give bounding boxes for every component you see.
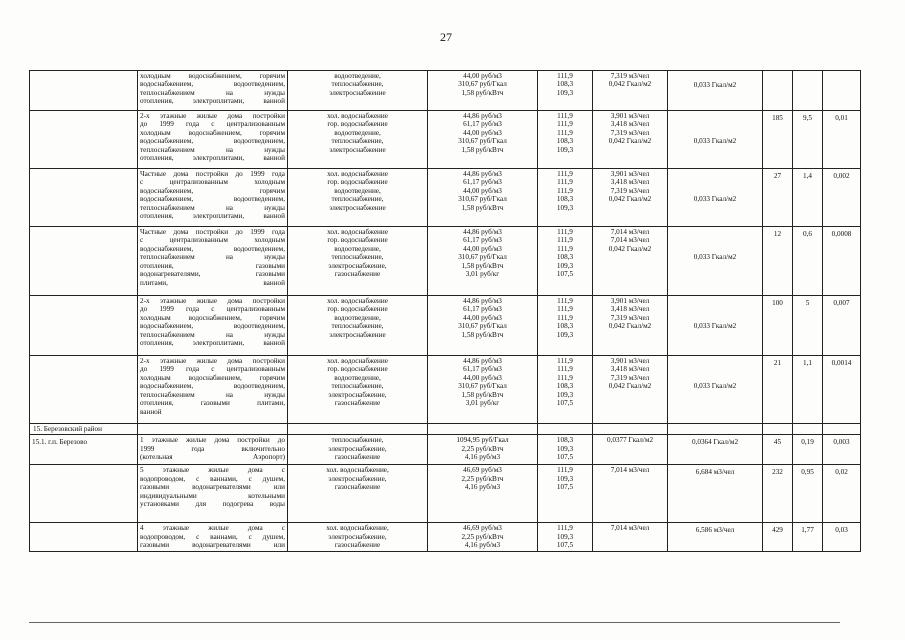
cell-line: отопления, электроплитами, ванной (140, 212, 285, 221)
cell-line: теплоснабжением на нужды (140, 330, 285, 339)
cell-col-2 (138, 465, 288, 523)
cell-line: 7,014 м3/чел (610, 236, 650, 245)
district-section (30, 424, 861, 435)
cell-line: электроснабжение, (328, 474, 387, 483)
cell-line: газоснабжение (334, 399, 381, 408)
cell-col-6 (593, 296, 668, 356)
cell-line: водоотведение, (334, 244, 381, 253)
cell-line: 4,16 руб/м3 (464, 453, 501, 462)
cell-line: гор. водоснабжение (327, 305, 388, 314)
cell-line: теплоснабжением на нужды (140, 88, 285, 97)
cell-line: 61,17 руб/м3 (463, 365, 502, 374)
cell-line: водоснабжением, водоотведением, (140, 137, 285, 146)
cell-col-9: 9,5 (793, 111, 823, 169)
cell-col-4 (428, 71, 538, 111)
district-name: 15. Березовский район (30, 424, 138, 435)
cell-line: водоотведение, (334, 186, 381, 195)
cell-line: индивидуальными котельными (140, 491, 285, 500)
cell-line: 44,86 руб/м3 (463, 170, 502, 178)
cell-line: 2,25 руб/кВтч (461, 444, 504, 453)
cell-line: 44,00 руб/м3 (463, 72, 502, 80)
cell-line: 108,3 (556, 382, 574, 391)
cell-line: 108,3 (556, 436, 574, 445)
cell-col-4 (428, 111, 538, 169)
cell-line: (котельная Аэропорт) (140, 453, 285, 462)
cell-col-2 (138, 435, 288, 465)
cell-line: электроснабжение, (328, 532, 387, 541)
cell-col-5 (538, 523, 593, 551)
cell-line: водоснабжением, водоотведением, (140, 244, 285, 253)
cell-col-8: 429 (763, 523, 793, 551)
cell-col-7: 6,684 м3/чел (668, 465, 763, 523)
cell-line: 44,86 руб/м3 (463, 297, 502, 305)
cell-line: 310,67 руб/Гкал (458, 80, 507, 89)
cell-line: 109,3 (556, 474, 574, 483)
cell-line: 44,00 руб/м3 (463, 313, 502, 322)
cell-line: 111,9 (557, 120, 573, 129)
cell-col-4 (428, 435, 538, 465)
cell-line: 3,418 м3/чел (610, 178, 650, 187)
cell-col-1 (30, 71, 138, 111)
cell-line: 0,0377 Гкал/м2 (606, 436, 654, 445)
cell-line: 7,014 м3/чел (610, 466, 650, 475)
cell-line: 111,9 (557, 373, 573, 382)
cell-line: 107,5 (556, 399, 574, 408)
cell-col-10: 0,0014 (823, 356, 861, 424)
cell-col-7: 0,033 Гкал/м2 (668, 356, 763, 424)
cell-line: 107,5 (556, 453, 574, 462)
cell-line: 7,319 м3/чел (610, 128, 650, 137)
cell-line: до 1999 года с централизованным (140, 305, 285, 314)
cell-col-2 (138, 523, 288, 551)
cell-col-3 (288, 523, 428, 551)
cell-line: 1,58 руб/кВтч (461, 261, 504, 270)
cell-col-4 (428, 465, 538, 523)
cell-line: хол. водоснабжение (327, 297, 388, 305)
cell-line: 44,00 руб/м3 (463, 244, 502, 253)
cell-line: 108,3 (556, 195, 574, 204)
table-row (30, 356, 861, 424)
table-row (30, 296, 861, 356)
cell-line: 108,3 (556, 322, 574, 331)
cell-col-8: 27 (763, 169, 793, 227)
cell-line: 111,9 (557, 305, 573, 314)
cell-col-8: 185 (763, 111, 793, 169)
cell-line: газоснабжение (334, 453, 381, 462)
cell-line: 111,9 (557, 112, 573, 120)
cell-line: 310,67 руб/Гкал (458, 253, 507, 262)
cell-line: 1,58 руб/кВтч (461, 145, 504, 154)
cell-line: водопроводом, с ваннами, с душем, (140, 474, 285, 483)
cell-col-7: 0,0364 Гкал/м2 (668, 435, 763, 465)
cell-col-2 (138, 356, 288, 424)
cell-line: 61,17 руб/м3 (463, 178, 502, 187)
cell-line: 310,67 руб/Гкал (458, 322, 507, 331)
cell-col-6 (593, 71, 668, 111)
cell-line: 46,69 руб/м3 (463, 466, 502, 475)
cell-line: 61,17 руб/м3 (463, 305, 502, 314)
cell-col-10 (823, 71, 861, 111)
cell-line: газоснабжение (334, 541, 381, 550)
cell-line: теплоснабжением на нужды (140, 390, 285, 399)
cell-col-8: 21 (763, 356, 793, 424)
cell-line: электроснабжение (329, 330, 386, 339)
cell-line: 2,25 руб/кВтч (461, 474, 504, 483)
cell-line: хол. водоснабжение, (326, 524, 389, 533)
cell-line: водоотведение, (334, 128, 381, 137)
table-row (30, 111, 861, 169)
cell-line: электроснабжение, (328, 390, 387, 399)
cell-line: с централизованным холодным (140, 236, 285, 245)
cell-line: 1 этажные жилые дома постройки до (140, 436, 285, 445)
cell-col-8 (763, 71, 793, 111)
cell-line: 109,3 (556, 88, 574, 97)
cell-line: теплоснабжением на нужды (140, 253, 285, 262)
cell-col-1 (30, 523, 138, 551)
cell-col-5 (538, 356, 593, 424)
cell-line: гор. водоснабжение (327, 236, 388, 245)
cell-line: 1999 года включительно (140, 444, 285, 453)
cell-col-6 (593, 465, 668, 523)
cell-col-10: 0,03 (823, 523, 861, 551)
cell-col-1 (30, 227, 138, 296)
cell-line: ванной (140, 407, 162, 416)
cell-line: водоотведение, (334, 313, 381, 322)
cell-line: холодным водоснабжением, горячим (140, 373, 285, 382)
cell-col-6 (593, 523, 668, 551)
cell-line: электроснабжение, (328, 261, 387, 270)
cell-col-9: 5 (793, 296, 823, 356)
cell-line: 1094,95 руб/Гкал (456, 436, 509, 445)
cell-col-7: 0,033 Гкал/м2 (668, 296, 763, 356)
cell-col-9: 0,19 (793, 435, 823, 465)
cell-line: до 1999 года с централизованным (140, 365, 285, 374)
cell-line: с централизованным холодным (140, 178, 285, 187)
cell-col-5 (538, 465, 593, 523)
cell-line: электроснабжение (329, 88, 386, 97)
cell-line: теплоснабжение, (331, 382, 384, 391)
cell-line: 3,901 м3/чел (610, 357, 650, 365)
cell-line: 7,014 м3/чел (610, 524, 650, 533)
cell-line: холодным водоснабжением, горячим (140, 313, 285, 322)
cell-col-8: 232 (763, 465, 793, 523)
cell-line: электроснабжение (329, 145, 386, 154)
cell-line: 2-х этажные жилые дома постройки (140, 297, 285, 305)
cell-line: газоснабжение (334, 270, 381, 279)
cell-col-2 (138, 111, 288, 169)
cell-col-1 (30, 111, 138, 169)
cell-col-1 (30, 296, 138, 356)
cell-col-5 (538, 227, 593, 296)
cell-line: 1,58 руб/кВтч (461, 390, 504, 399)
cell-line: хол. водоснабжение (327, 228, 388, 236)
cell-line: водоснабжением, водоотведением, (140, 322, 285, 331)
cell-col-7: 0,033 Гкал/м2 (668, 71, 763, 111)
cell-line: 46,69 руб/м3 (463, 524, 502, 533)
cell-line: 109,3 (556, 444, 574, 453)
cell-line: 44,00 руб/м3 (463, 373, 502, 382)
cell-col-5 (538, 71, 593, 111)
cell-line: плитами, ванной (140, 278, 285, 287)
cell-line: теплоснабжение, (331, 195, 384, 204)
tariff-table (29, 70, 861, 552)
cell-col-4 (428, 169, 538, 227)
cell-line: 5 этажные жилые дома с (140, 466, 285, 475)
cell-line: теплоснабжением на нужды (140, 203, 285, 212)
table-row (30, 169, 861, 227)
table-row (30, 227, 861, 296)
cell-line: холодным водоснабжением, горячим (140, 128, 285, 137)
cell-col-9: 0,6 (793, 227, 823, 296)
cell-col-6 (593, 435, 668, 465)
cell-col-7: 0,033 Гкал/м2 (668, 227, 763, 296)
cell-col-3 (288, 465, 428, 523)
table-row (30, 71, 861, 111)
cell-line: 4,16 руб/м3 (464, 483, 501, 492)
cell-line: теплоснабжением на нужды (140, 145, 285, 154)
cell-line: водоснабжением, горячим (140, 186, 285, 195)
cell-line: 0,042 Гкал/м2 (608, 137, 652, 146)
cell-line: установками для подогрева воды (140, 500, 285, 509)
cell-col-7: 0,033 Гкал/м2 (668, 111, 763, 169)
cell-col-1 (30, 356, 138, 424)
cell-line: отопления, электроплитами, ванной (140, 339, 285, 348)
cell-line: хол. водоснабжение, (326, 466, 389, 475)
cell-line: гор. водоснабжение (327, 120, 388, 129)
table-row (30, 435, 861, 465)
cell-line: 108,3 (556, 137, 574, 146)
cell-line: водоотведение, (334, 373, 381, 382)
cell-line: хол. водоснабжение (327, 112, 388, 120)
cell-line: 310,67 руб/Гкал (458, 382, 507, 391)
cell-col-8: 100 (763, 296, 793, 356)
cell-line: отопления, газовыми плитами, (140, 399, 285, 408)
cell-line: Частные дома постройки до 1999 года (140, 170, 285, 178)
cell-col-5 (538, 435, 593, 465)
cell-line: газовыми водонагревателями или (140, 541, 285, 550)
cell-line: 109,3 (556, 261, 574, 270)
cell-col-2 (138, 296, 288, 356)
cell-line: водоснабжением, водоотведением, (140, 80, 285, 89)
cell-col-3 (288, 296, 428, 356)
cell-col-3 (288, 356, 428, 424)
cell-line: 3,418 м3/чел (610, 305, 650, 314)
cell-line: 0,042 Гкал/м2 (608, 382, 652, 391)
cell-line: теплоснабжение, (331, 80, 384, 89)
cell-line: 111,9 (557, 72, 573, 80)
cell-line: 107,5 (556, 541, 574, 550)
cell-line: отопления, электроплитами, ванной (140, 97, 285, 106)
cell-col-7: 0,033 Гкал/м2 (668, 169, 763, 227)
cell-line: 107,5 (556, 270, 574, 279)
cell-col-9: 1,1 (793, 356, 823, 424)
cell-col-10: 0,002 (823, 169, 861, 227)
cell-line: электроснабжение (329, 203, 386, 212)
cell-col-5 (538, 169, 593, 227)
table-body-upper (30, 71, 861, 424)
cell-line: 7,319 м3/чел (610, 373, 650, 382)
cell-col-4 (428, 227, 538, 296)
cell-col-2 (138, 227, 288, 296)
cell-line: 3,901 м3/чел (610, 297, 650, 305)
cell-line: 7,319 м3/чел (610, 186, 650, 195)
cell-line: 111,9 (557, 365, 573, 374)
cell-line: 2-х этажные жилые дома постройки (140, 357, 285, 365)
cell-col-10: 0,01 (823, 111, 861, 169)
cell-line: 111,9 (557, 170, 573, 178)
cell-line: 3,901 м3/чел (610, 112, 650, 120)
cell-line: 7,319 м3/чел (610, 313, 650, 322)
cell-col-3 (288, 227, 428, 296)
cell-line: 0,042 Гкал/м2 (608, 322, 652, 331)
cell-line: теплоснабжение, (331, 253, 384, 262)
cell-col-9: 0,95 (793, 465, 823, 523)
cell-line: водоснабжением, водоотведением, (140, 195, 285, 204)
cell-col-2 (138, 71, 288, 111)
cell-line: 2,25 руб/кВтч (461, 532, 504, 541)
cell-line: 111,9 (557, 128, 573, 137)
cell-col-9: 1,77 (793, 523, 823, 551)
cell-line: 3,01 руб/кг (465, 270, 500, 279)
cell-line: 109,3 (556, 330, 574, 339)
cell-line: 1,58 руб/кВтч (461, 203, 504, 212)
cell-line: 310,67 руб/Гкал (458, 195, 507, 204)
cell-line: 107,5 (556, 483, 574, 492)
cell-line: 111,9 (557, 357, 573, 365)
cell-col-6 (593, 356, 668, 424)
cell-line: теплоснабжение, (331, 436, 384, 445)
cell-line: водонагревателями, газовыми (140, 270, 285, 279)
cell-line: 0,042 Гкал/м2 (608, 195, 652, 204)
cell-line: 111,9 (557, 244, 573, 253)
cell-line: до 1999 года с централизованным (140, 120, 285, 129)
cell-line: 0,042 Гкал/м2 (608, 244, 652, 253)
cell-line: газовыми водонагревателями или (140, 483, 285, 492)
cell-col-10: 0,007 (823, 296, 861, 356)
table-row (30, 465, 861, 523)
cell-line: 111,9 (557, 236, 573, 245)
cell-line: 111,9 (557, 524, 573, 533)
cell-line: 3,01 руб/кг (465, 399, 500, 408)
cell-line: 109,3 (556, 390, 574, 399)
cell-line: газоснабжение (334, 483, 381, 492)
cell-col-9 (793, 71, 823, 111)
cell-line: 109,3 (556, 532, 574, 541)
cell-col-5 (538, 296, 593, 356)
cell-line: 111,9 (557, 178, 573, 187)
cell-line: 2-х этажные жилые дома постройки (140, 112, 285, 120)
cell-col-3 (288, 169, 428, 227)
page-number: 27 (440, 30, 452, 44)
cell-col-9: 1,4 (793, 169, 823, 227)
cell-line: 61,17 руб/м3 (463, 120, 502, 129)
cell-line: гор. водоснабжение (327, 365, 388, 374)
cell-line: 3,418 м3/чел (610, 120, 650, 129)
cell-line: 109,3 (556, 203, 574, 212)
cell-line: отопления, электроплитами, ванной (140, 154, 285, 163)
cell-line: 3,418 м3/чел (610, 365, 650, 374)
cell-col-6 (593, 111, 668, 169)
cell-line: 111,9 (557, 313, 573, 322)
cell-col-1 (30, 169, 138, 227)
cell-col-2 (138, 169, 288, 227)
cell-line: 4 этажные жилые дома с (140, 524, 285, 533)
cell-line: 108,3 (556, 80, 574, 89)
cell-line: 111,9 (557, 186, 573, 195)
cell-col-3 (288, 71, 428, 111)
cell-col-10: 0,003 (823, 435, 861, 465)
cell-line: 3,901 м3/чел (610, 170, 650, 178)
cell-line: 111,9 (557, 466, 573, 475)
cell-line: 109,3 (556, 145, 574, 154)
cell-line: 44,00 руб/м3 (463, 128, 502, 137)
cell-line: 1,58 руб/кВтч (461, 88, 504, 97)
table-row (30, 523, 861, 551)
cell-line: водопроводом, с ваннами, с душем, (140, 532, 285, 541)
cell-line: теплоснабжение, (331, 322, 384, 331)
cell-col-10: 0,02 (823, 465, 861, 523)
cell-col-1 (30, 465, 138, 523)
cell-line: хол. водоснабжение (327, 170, 388, 178)
table-body-lower (30, 435, 861, 551)
cell-line: 111,9 (557, 297, 573, 305)
cell-line: 111,9 (557, 228, 573, 236)
cell-col-4 (428, 356, 538, 424)
cell-col-6 (593, 227, 668, 296)
cell-col-8: 12 (763, 227, 793, 296)
cell-col-8: 45 (763, 435, 793, 465)
cell-line: 0,042 Гкал/м2 (608, 80, 652, 89)
cell-line: 44,86 руб/м3 (463, 357, 502, 365)
cell-col-4 (428, 523, 538, 551)
cell-line: Частные дома постройки до 1999 года (140, 228, 285, 236)
page-bottom-rule (29, 622, 840, 623)
cell-col-1: 15.1. г.п. Березово (30, 435, 138, 465)
cell-line: 7,319 м3/чел (610, 72, 650, 80)
cell-col-7: 6,586 м3/чел (668, 523, 763, 551)
cell-line: 61,17 руб/м3 (463, 236, 502, 245)
cell-line: 1,58 руб/кВтч (461, 330, 504, 339)
cell-col-3 (288, 435, 428, 465)
cell-line: гор. водоснабжение (327, 178, 388, 187)
cell-line: холодным водоснабжением, горячим (140, 72, 285, 80)
cell-col-6 (593, 169, 668, 227)
cell-col-10: 0,0008 (823, 227, 861, 296)
cell-line: 310,67 руб/Гкал (458, 137, 507, 146)
cell-col-4 (428, 296, 538, 356)
cell-line: электроснабжение, (328, 444, 387, 453)
cell-line: 44,86 руб/м3 (463, 228, 502, 236)
cell-col-3 (288, 111, 428, 169)
cell-line: водоснабжением, водоотведением, (140, 382, 285, 391)
cell-line: 7,014 м3/чел (610, 228, 650, 236)
cell-line: 4,16 руб/м3 (464, 541, 501, 550)
district-row (30, 424, 861, 435)
cell-line: теплоснабжение, (331, 137, 384, 146)
cell-line: хол. водоснабжение (327, 357, 388, 365)
cell-line: водоотведение, (334, 72, 381, 80)
cell-line: 44,86 руб/м3 (463, 112, 502, 120)
cell-line: отопления, газовыми (140, 261, 285, 270)
cell-line: 44,00 руб/м3 (463, 186, 502, 195)
cell-line: 108,3 (556, 253, 574, 262)
cell-col-5 (538, 111, 593, 169)
